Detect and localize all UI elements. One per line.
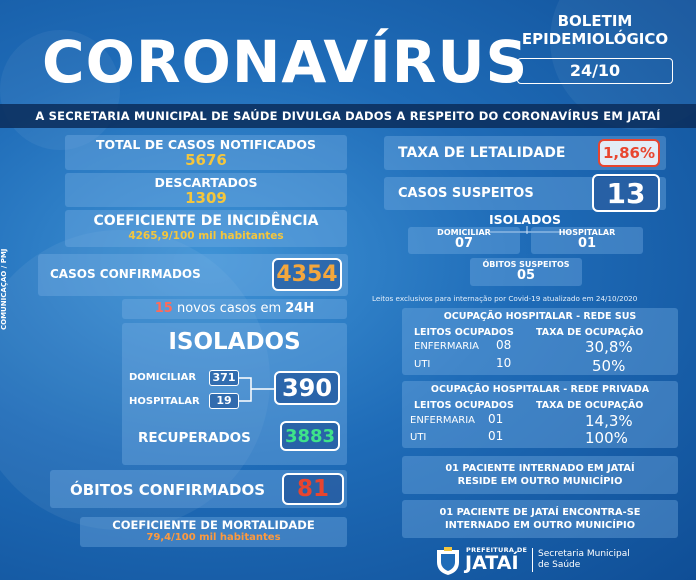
dom-label: DOMICILIAR <box>437 228 491 237</box>
sus-panel <box>402 308 678 375</box>
descartados-value: 1309 <box>185 189 227 207</box>
confirmados-label: CASOS CONFIRMADOS <box>50 267 201 281</box>
sus-col1: LEITOS OCUPADOS <box>414 327 514 338</box>
priv-uti-value: 01 <box>488 429 504 443</box>
mortalidade-value: 79,4/100 mil habitantes <box>146 532 281 543</box>
sus-title: OCUPAÇÃO HOSPITALAR - REDE SUS <box>443 311 637 322</box>
hospitalar-value: 19 <box>209 393 239 409</box>
incidencia-value: 4265,9/100 mil habitantes <box>128 230 284 242</box>
page-title: CORONAVÍRUS <box>42 28 529 96</box>
sus-col2: TAXA DE OCUPAÇÃO <box>536 327 644 338</box>
boletim-title: BOLETIM EPIDEMIOLÓGICO <box>521 12 669 48</box>
notificados-card <box>65 135 347 170</box>
obitos-suspeitos-label: ÓBITOS SUSPEITOS <box>482 260 570 269</box>
novos-casos: 15 novos casos em 24H <box>122 299 347 319</box>
obitos-value: 81 <box>282 473 344 505</box>
confirmados-card <box>38 254 348 296</box>
priv-title: OCUPAÇÃO HOSPITALAR - REDE PRIVADA <box>430 384 650 395</box>
sus-enf-value: 08 <box>496 338 512 352</box>
incidencia-card <box>65 210 347 247</box>
priv-enf-rate: 14,3% <box>585 412 633 430</box>
info-card-2 <box>402 500 678 538</box>
suspeitos-value: 13 <box>592 174 660 212</box>
hospitalar-label: HOSPITALAR <box>129 396 200 407</box>
letalidade-card <box>384 136 666 170</box>
domiciliar-label: DOMICILIAR <box>129 372 197 383</box>
notificados-value: 5676 <box>185 151 227 169</box>
sus-enf-rate: 30,8% <box>585 338 633 356</box>
descartados-label: DESCARTADOS <box>154 175 258 190</box>
sus-uti-label: UTI <box>414 359 431 370</box>
recuperados-value: 3883 <box>280 421 340 451</box>
isolados-panel <box>122 323 347 465</box>
priv-uti-label: UTI <box>410 432 427 443</box>
info2-line2: INTERNADO EM OUTRO MUNICÍPIO <box>444 520 636 531</box>
hosp-value: 01 <box>577 236 597 251</box>
sus-enf-label: ENFERMARIA <box>414 341 480 352</box>
sus-uti-rate: 50% <box>592 357 626 375</box>
coat-of-arms-icon <box>434 546 462 576</box>
dom-card <box>408 227 520 254</box>
mortalidade-card <box>80 517 347 547</box>
info1-line1: 01 PACIENTE INTERNADO EM JATAÍ <box>445 463 635 474</box>
bracket-connector <box>239 373 275 405</box>
domiciliar-value: 371 <box>209 370 239 386</box>
hosp-label: HOSPITALAR <box>558 228 616 237</box>
privada-panel <box>402 381 678 448</box>
sus-uti-value: 10 <box>496 356 512 370</box>
date-badge: 24/10 <box>517 58 673 84</box>
priv-uti-rate: 100% <box>585 429 628 447</box>
letalidade-label: TAXA DE LETALIDADE <box>398 145 566 161</box>
letalidade-value: 1,86% <box>598 139 660 167</box>
suspeitos-isolados-title: ISOLADOS <box>489 212 561 227</box>
obitos-label: ÓBITOS CONFIRMADOS <box>70 481 266 499</box>
isolados-total: 390 <box>274 371 340 405</box>
notificados-label: TOTAL DE CASOS NOTIFICADOS <box>95 137 317 152</box>
logo-divider <box>532 548 533 572</box>
obitos-suspeitos-value: 05 <box>516 268 536 283</box>
incidencia-label: COEFICIENTE DE INCIDÊNCIA <box>93 213 319 229</box>
obitos-suspeitos-card <box>470 258 582 286</box>
priv-col1: LEITOS OCUPADOS <box>414 400 514 411</box>
city-name: JATAÍ <box>465 552 519 574</box>
info2-line1: 01 PACIENTE DE JATAÍ ENCONTRA-SE <box>439 507 641 518</box>
info1-line2: RESIDE EM OUTRO MUNICÍPIO <box>457 476 623 487</box>
info-card-1 <box>402 456 678 494</box>
prefeitura-text: PREFEITURA DE <box>466 546 528 554</box>
obitos-card <box>50 470 347 508</box>
descartados-card <box>65 173 347 207</box>
priv-col2: TAXA DE OCUPAÇÃO <box>536 400 644 411</box>
priv-enf-label: ENFERMARIA <box>410 415 476 426</box>
suspeitos-label: CASOS SUSPEITOS <box>398 186 534 201</box>
recuperados-label: RECUPERADOS <box>138 430 251 446</box>
side-credit: COMUNICAÇÃO / PMJ <box>0 248 8 330</box>
mortalidade-label: COEFICIENTE DE MORTALIDADE <box>112 518 315 532</box>
confirmados-value: 4354 <box>272 258 342 291</box>
banner: A SECRETARIA MUNICIPAL DE SAÚDE DIVULGA DADOS A RESPEITO DO CORONAVÍRUS EM JATAÍ <box>0 104 696 128</box>
footer-logo <box>432 544 652 578</box>
hosp-card <box>531 227 643 254</box>
dom-value: 07 <box>454 236 474 251</box>
secretaria-text: Secretaria Municipal de Saúde <box>538 549 630 570</box>
priv-enf-value: 01 <box>488 412 504 426</box>
suspeitos-card <box>384 177 666 210</box>
leitos-note: Leitos exclusivos para internação por Covid-19 atualizado em 24/10/2020 <box>372 294 638 303</box>
isolados-title: ISOLADOS <box>168 329 301 355</box>
